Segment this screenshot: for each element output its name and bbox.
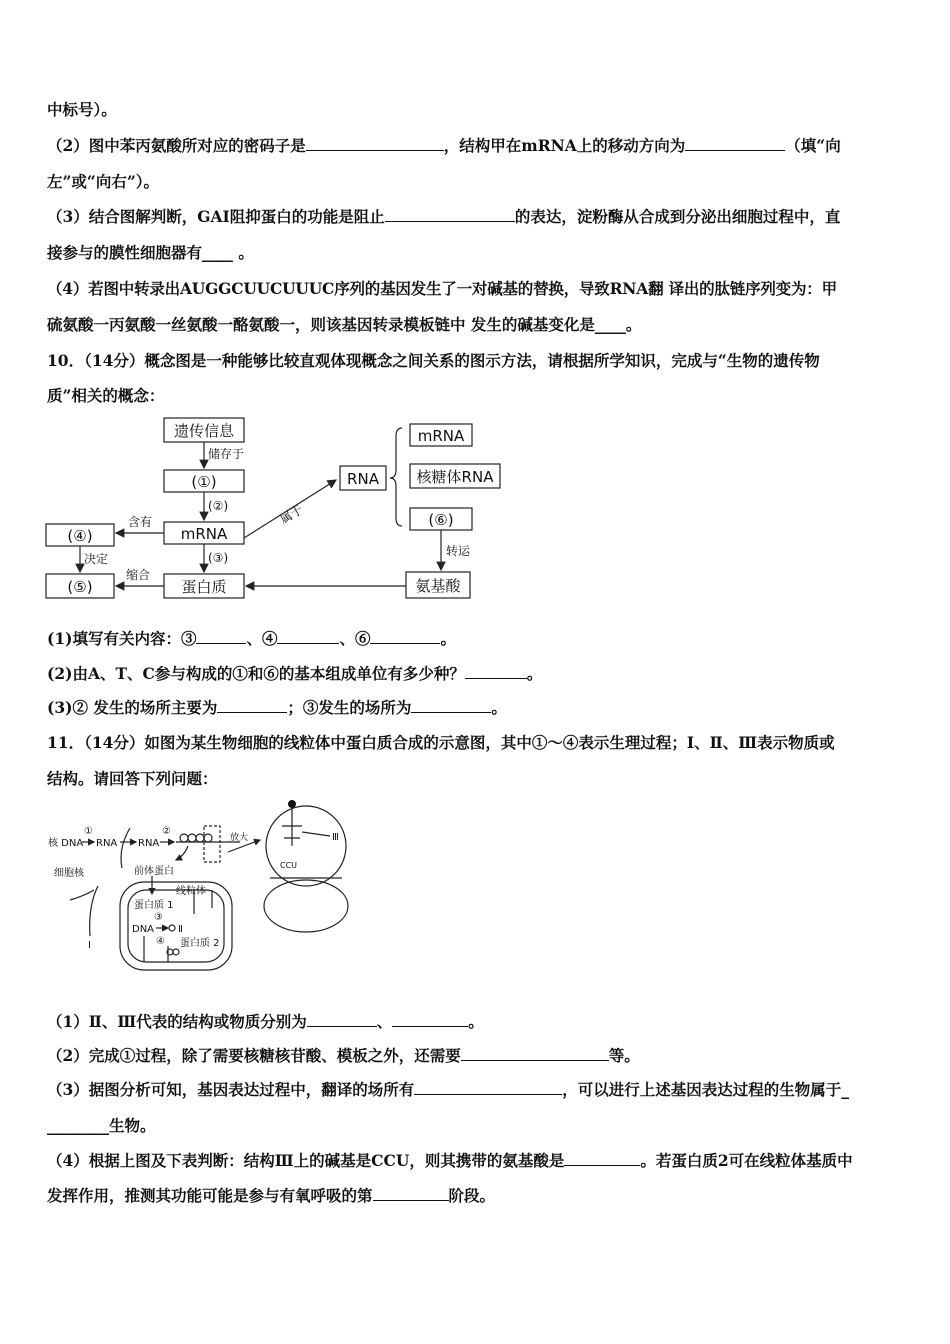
mitochondria-label: 线粒体	[176, 886, 206, 897]
text-line-5: 接参与的膜性细胞器有____ 。	[47, 243, 254, 262]
genetic-info-label: 遗传信息	[173, 422, 235, 440]
question-9-4: （4）若图中转录出AUGGCUUCUUUC序列的基因发生了一对碱基的替换，导致RNA翻 译出的肽链序列变为：甲	[47, 279, 837, 298]
amino-acid-label: 氨基酸	[415, 577, 461, 595]
structure-i-label: Ⅰ	[88, 940, 91, 951]
process-1-label: ①	[84, 826, 93, 837]
precursor-protein-label: 前体蛋白	[134, 866, 174, 877]
enlarge-label: 放大	[230, 833, 249, 843]
mrna-label: mRNA	[180, 525, 228, 543]
question-11-2: （2）完成①过程，除了需要核糖核苷酸、模板之外，还需要 等。	[47, 1046, 640, 1065]
answer-blank[interactable]	[411, 698, 491, 713]
text-line-18: ________生物。	[47, 1116, 156, 1135]
question-10-1: (1)填写有关内容：③ 、④ 、⑥ 。	[47, 629, 456, 648]
rrna-label: 核糖体RNA	[416, 468, 494, 486]
question-11-3: （3）据图分析可知，基因表达过程中，翻译的场所有 ，可以进行上述基因表达过程的生物属于_	[47, 1080, 850, 1099]
process-3-mito-label: ③	[154, 912, 163, 923]
rna-label: RNA	[347, 470, 379, 488]
text-line-1: 中标号）。	[47, 100, 117, 119]
text-line-14: 结构。请回答下列问题：	[47, 769, 218, 788]
answer-blank[interactable]	[370, 629, 440, 644]
concept-map-diagram	[40, 412, 510, 608]
answer-blank[interactable]	[373, 1186, 449, 1201]
box-4-label: (④)	[67, 527, 93, 545]
protein-1-label: 蛋白质 1	[134, 900, 174, 911]
rna-label-2: RNA	[138, 838, 160, 849]
answer-blank[interactable]	[307, 1012, 377, 1027]
answer-blank[interactable]	[306, 136, 444, 151]
text-line-9: 质”相关的概念：	[47, 386, 165, 405]
text-line-3: 左”或“向右”）。	[47, 172, 159, 191]
answer-blank[interactable]	[385, 207, 515, 222]
box-6-label: (⑥)	[428, 511, 454, 529]
protein-label: 蛋白质	[181, 578, 227, 596]
mito-dna-label: DNA	[132, 924, 155, 935]
question-10-2: (2)由A、T、C参与构成的①和⑥的基本组成单位有多少种？ 。	[47, 664, 543, 683]
nucleus-label: 细胞核	[54, 868, 84, 879]
answer-blank[interactable]	[217, 698, 287, 713]
question-11-1: （1）Ⅱ、Ⅲ代表的结构或物质分别为 、 。	[47, 1012, 484, 1031]
condense-label: 缩合	[126, 568, 151, 582]
protein-2-label: 蛋白质 2	[180, 938, 220, 949]
answer-blank[interactable]	[277, 629, 339, 644]
box-1-label: (①)	[191, 473, 217, 491]
answer-blank[interactable]	[461, 1046, 609, 1061]
box-5-label: (⑤)	[67, 578, 93, 596]
contains-label: 含有	[128, 515, 153, 529]
decides-label: 决定	[84, 552, 109, 566]
process-3-label: (③)	[208, 551, 229, 565]
structure-ii-label: Ⅱ	[178, 924, 183, 935]
process-2-mito-label: ②	[162, 826, 171, 837]
question-9-2: （2）图中苯丙氨酸所对应的密码子是 ，结构甲在mRNA上的移动方向为 （填“向	[47, 136, 841, 155]
answer-blank[interactable]	[414, 1080, 562, 1095]
process-4-label: ④	[156, 936, 165, 947]
transport-label: 转运	[446, 544, 471, 558]
nuclear-dna-label: 核 DNA	[48, 838, 84, 849]
question-11-stem: 11．（14分）如图为某生物细胞的线粒体中蛋白质合成的示意图，其中①～④表示生理过程；Ⅰ、Ⅱ、Ⅲ表示物质或	[47, 733, 835, 752]
question-11-4: （4）根据上图及下表判断：结构Ⅲ上的碱基是CCU，则其携带的氨基酸是 。若蛋白质2可在线粒体基质中	[47, 1151, 853, 1170]
answer-blank[interactable]	[392, 1012, 468, 1027]
belongs-label: 属于	[277, 502, 306, 527]
mitochondria-diagram	[44, 796, 364, 980]
question-10-3: (3)② 发生的场所主要为 ；③发生的场所为 。	[47, 698, 507, 717]
answer-blank[interactable]	[196, 629, 246, 644]
answer-blank[interactable]	[685, 136, 785, 151]
text-line-7: 硫氨酸一丙氨酸一丝氨酸一酪氨酸一，则该基因转录模板链中 发生的碱基变化是____。	[47, 315, 642, 334]
process-2-label: (②)	[208, 499, 229, 513]
answer-blank[interactable]	[465, 664, 527, 679]
structure-iii-label: Ⅲ	[332, 832, 339, 843]
question-9-3: （3）结合图解判断，GAI阻抑蛋白的功能是阻止 的表达，淀粉酶从合成到分泌出细胞过程中，直	[47, 207, 841, 226]
ccu-label: CCU	[280, 861, 298, 870]
stored-in-label: 储存于	[208, 447, 245, 461]
question-10-stem: 10．（14分）概念图是一种能够比较直观体现概念之间关系的图示方法，请根据所学知识，完成与“生物的遗传物	[47, 351, 820, 370]
answer-blank[interactable]	[564, 1151, 640, 1166]
mrna-type-label: mRNA	[417, 427, 465, 445]
text-line-20: 发挥作用，推测其功能可能是参与有氧呼吸的第 阶段。	[47, 1186, 496, 1205]
rna-label-1: RNA	[96, 838, 118, 849]
